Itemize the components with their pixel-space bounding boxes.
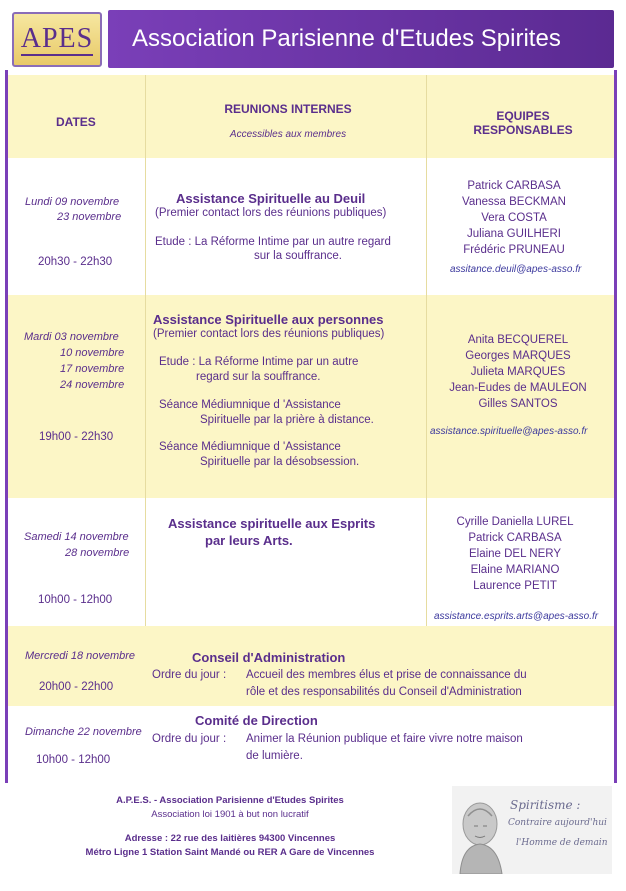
- equipes-header: [438, 109, 608, 137]
- team-member: Gilles SANTOS: [478, 398, 558, 410]
- reunions-header: REUNIONS INTERNES: [224, 102, 352, 116]
- portrait-caption-line3: l'Homme de demain: [516, 838, 608, 848]
- team-member: Jean-Eudes de MAULEON: [449, 382, 587, 394]
- row-ordre-line1: Animer la Réunion publique et faire vivre notre maison: [246, 733, 523, 745]
- team-list: [438, 332, 598, 412]
- equipes-header-line2: RESPONSABLES: [473, 123, 573, 137]
- row-date: Mercredi 18 novembre: [25, 650, 136, 662]
- schedule-row-esprits: [8, 498, 614, 626]
- schedule-row-deuil: [8, 158, 614, 295]
- row-ordre-line2: de lumière.: [246, 750, 303, 762]
- team-email: assistance.spirituelle@apes-asso.fr: [430, 426, 588, 437]
- team-member: Vera COSTA: [481, 212, 547, 224]
- row-seance2-line1: Séance Médiumnique d 'Assistance: [159, 441, 341, 453]
- dates-header: DATES: [56, 115, 96, 129]
- row-date: 10 novembre: [60, 347, 125, 359]
- row-date: Dimanche 22 novembre: [25, 726, 142, 738]
- table-header-row: [8, 75, 614, 158]
- row-seance2-line2: Spirituelle par la désobsession.: [200, 456, 360, 468]
- row-date: 24 novembre: [60, 379, 125, 391]
- footer-address: Adresse : 22 rue des laitières 94300 Vincennes: [124, 833, 336, 844]
- row-title-line1: Assistance spirituelle aux Esprits: [168, 516, 376, 531]
- team-email: assitance.deuil@apes-asso.fr: [450, 264, 582, 275]
- row-ordre-line1: Accueil des membres élus et prise de connaissance du: [246, 669, 527, 681]
- row-ordre-line2: rôle et des responsabilités du Conseil d'Administration: [246, 686, 522, 698]
- footer-association-name: [0, 795, 460, 806]
- row-title: Conseil d'Administration: [192, 650, 346, 665]
- row-time: 20h30 - 22h30: [38, 256, 113, 268]
- row-date: Mardi 03 novembre: [24, 331, 119, 343]
- team-member: Elaine DEL NERY: [468, 548, 562, 560]
- team-email: assistance.esprits.arts@apes-asso.fr: [434, 611, 599, 622]
- row-date: 17 novembre: [60, 363, 125, 375]
- row-date: Lundi 09 novembre: [25, 196, 120, 208]
- schedule-row-personnes: [8, 295, 614, 498]
- page-header: [0, 0, 626, 75]
- team-member: Vanessa BECKMAN: [462, 196, 566, 208]
- row-etude-line1: Etude : La Réforme Intime par un autre: [159, 356, 359, 368]
- team-member: Juliana GUILHERI: [467, 228, 561, 240]
- row-date: Samedi 14 novembre: [24, 531, 129, 543]
- row-ordre-label: Ordre du jour :: [152, 669, 227, 681]
- team-member: Laurence PETIT: [473, 580, 557, 592]
- page-footer: [0, 783, 626, 891]
- apes-logo: [12, 12, 102, 67]
- team-list: [434, 178, 594, 258]
- row-subtitle: (Premier contact lors des réunions publiques): [153, 328, 385, 340]
- row-ordre-label: Ordre du jour :: [152, 733, 227, 745]
- row-etude-line2: sur la souffrance.: [254, 250, 343, 262]
- team-member: Anita BECQUEREL: [467, 334, 569, 346]
- footer-line2: Association loi 1901 à but non lucratif: [151, 809, 309, 820]
- schedule-row-conseil: [8, 626, 614, 706]
- row-seance1-line1: Séance Médiumnique d 'Assistance: [159, 399, 341, 411]
- row-time: 10h00 - 12h00: [36, 754, 111, 766]
- logo-text: APES: [20, 22, 94, 54]
- row-date: 28 novembre: [65, 547, 130, 559]
- portrait-caption-line2: Contraire aujourd'hui: [508, 818, 607, 828]
- row-etude-line1: Etude : La Réforme Intime par un autre regard: [155, 236, 391, 248]
- row-title: Assistance Spirituelle au Deuil: [176, 191, 366, 206]
- row-title-line2: par leurs Arts.: [205, 533, 293, 548]
- team-member: Patrick CARBASA: [467, 180, 561, 192]
- team-member: Frédéric PRUNEAU: [463, 244, 565, 256]
- team-member: Georges MARQUES: [465, 350, 571, 362]
- row-etude-line2: regard sur la souffrance.: [196, 371, 321, 383]
- team-member: Elaine MARIANO: [470, 564, 560, 576]
- row-time: 10h00 - 12h00: [38, 594, 113, 606]
- reunions-subheader: Accessibles aux membres: [229, 129, 347, 140]
- team-member: Cyrille Daniella LUREL: [456, 516, 574, 528]
- title-banner: [108, 10, 614, 68]
- team-list: [435, 514, 595, 594]
- equipes-header-line1: EQUIPES: [496, 109, 550, 123]
- row-date: 23 novembre: [57, 211, 122, 223]
- page-title: Association Parisienne d'Etudes Spirites: [132, 25, 561, 52]
- portrait-caption-line1: Spiritisme :: [510, 798, 581, 812]
- row-seance1-line2: Spirituelle par la prière à distance.: [200, 414, 374, 426]
- schedule-row-comite: [8, 706, 614, 783]
- row-subtitle: (Premier contact lors des réunions publiques): [155, 207, 387, 219]
- row-time: 19h00 - 22h30: [39, 431, 114, 443]
- column-divider: [145, 75, 146, 626]
- column-divider: [426, 75, 427, 626]
- footer-transport: Métro Ligne 1 Station Saint Mandé ou RER A Gare de Vincennes: [85, 847, 375, 858]
- team-member: Patrick CARBASA: [468, 532, 562, 544]
- row-time: 20h00 - 22h00: [39, 681, 114, 693]
- team-member: Julieta MARQUES: [470, 366, 566, 378]
- row-title: Comité de Direction: [195, 713, 318, 728]
- row-title: Assistance Spirituelle aux personnes: [153, 312, 384, 327]
- kardec-portrait-image: [452, 786, 612, 874]
- footer-line1: A.P.E.S. - Association Parisienne d'Etudes Spirites: [116, 795, 344, 806]
